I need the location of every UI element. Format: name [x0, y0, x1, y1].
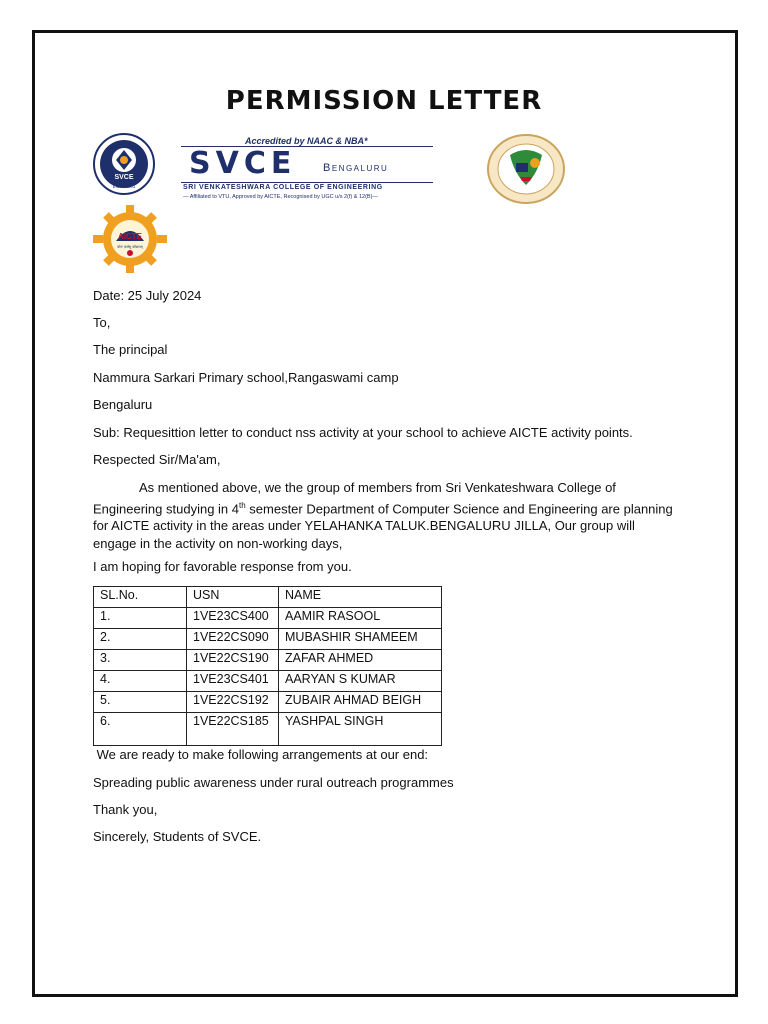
body-part1: As mentioned above, we the group of members from Sri Venkateshwara College of Engineering studying in 4 [93, 480, 616, 516]
cell-slno: 5. [94, 692, 187, 713]
cell-slno: 4. [94, 671, 187, 692]
cell-usn: 1VE23CS400 [187, 608, 279, 629]
letter-closing: Sincerely, Students of SVCE. [93, 829, 262, 844]
letter-salutation: Respected Sir/Ma'am, [93, 452, 221, 467]
emblem-text: SVCE [114, 174, 134, 181]
letter-recipient: The principal [93, 342, 168, 357]
cell-slno: 3. [94, 650, 187, 671]
accreditation-text: Accredited by NAAC & NBA* [245, 136, 368, 146]
cell-name: AAMIR RASOOL [279, 608, 442, 629]
university-seal-logo [486, 133, 566, 205]
letter-subject: Sub: Requesittion letter to conduct nss activity at your school to achieve AICTE activity points. [93, 425, 633, 440]
members-table [93, 586, 442, 746]
cell-usn: 1VE22CS192 [187, 692, 279, 713]
brand-city: Bengaluru [323, 162, 389, 174]
table-row [94, 692, 442, 713]
svce-wordmark-logo [181, 136, 433, 204]
letter-arrangements: We are ready to make following arrangements at our end: [93, 747, 429, 762]
header-usn: USN [187, 587, 279, 608]
letter-hope: I am hoping for favorable response from you. [93, 559, 352, 574]
table-header-row [94, 587, 442, 608]
aicte-text: AICTE [118, 232, 142, 241]
svce-emblem-logo [93, 133, 159, 195]
table-row [94, 629, 442, 650]
cell-name: ZUBAIR AHMAD BEIGH [279, 692, 442, 713]
table-row [94, 608, 442, 629]
header-slno: SL.No. [94, 587, 187, 608]
letter-body [93, 479, 673, 552]
cell-name: YASHPAL SINGH [279, 713, 442, 746]
letter-city: Bengaluru [93, 397, 153, 412]
letter-to: To, [93, 315, 111, 330]
body-part2: semester Department of Computer Science and Engineering are planning for AICTE activity in the areas under YELAHANKA TALUK.BENGALURU JILLA, Our group will engage in the activity on non-working days, [93, 500, 673, 551]
page-title: PERMISSION LETTER [225, 86, 543, 116]
cell-name: ZAFAR AHMED [279, 650, 442, 671]
letter-thanks: Thank you, [93, 802, 158, 817]
cell-slno: 2. [94, 629, 187, 650]
table-row [94, 713, 442, 746]
cell-usn: 1VE23CS401 [187, 671, 279, 692]
cell-name: AARYAN S KUMAR [279, 671, 442, 692]
cell-usn: 1VE22CS185 [187, 713, 279, 746]
table-row [94, 671, 442, 692]
cell-slno: 6. [94, 713, 187, 746]
cell-usn: 1VE22CS090 [187, 629, 279, 650]
table-row [94, 650, 442, 671]
letter-date: Date: 25 July 2024 [93, 288, 202, 303]
emblem-est: Estd.: 2001 [112, 184, 136, 189]
letter-outreach: Spreading public awareness under rural outreach programmes [93, 775, 454, 790]
cell-usn: 1VE22CS190 [187, 650, 279, 671]
cell-slno: 1. [94, 608, 187, 629]
body-sup: th [239, 500, 246, 510]
aicte-tagline: योगः कर्मसु कौशलम् [117, 245, 143, 249]
header-name: NAME [279, 587, 442, 608]
cell-name: MUBASHIR SHAMEEM [279, 629, 442, 650]
college-full-name: SRI VENKATESHWARA COLLEGE OF ENGINEERING [183, 184, 383, 191]
affiliation-text: — Affiliated to VTU, Approved by AICTE, Recognised by UGC u/s 2(f) & 12(B)— [183, 194, 378, 200]
letter-school: Nammura Sarkari Primary school,Rangaswami camp [93, 370, 399, 385]
aicte-logo [92, 205, 168, 273]
svce-brand: SVCE [189, 146, 297, 181]
